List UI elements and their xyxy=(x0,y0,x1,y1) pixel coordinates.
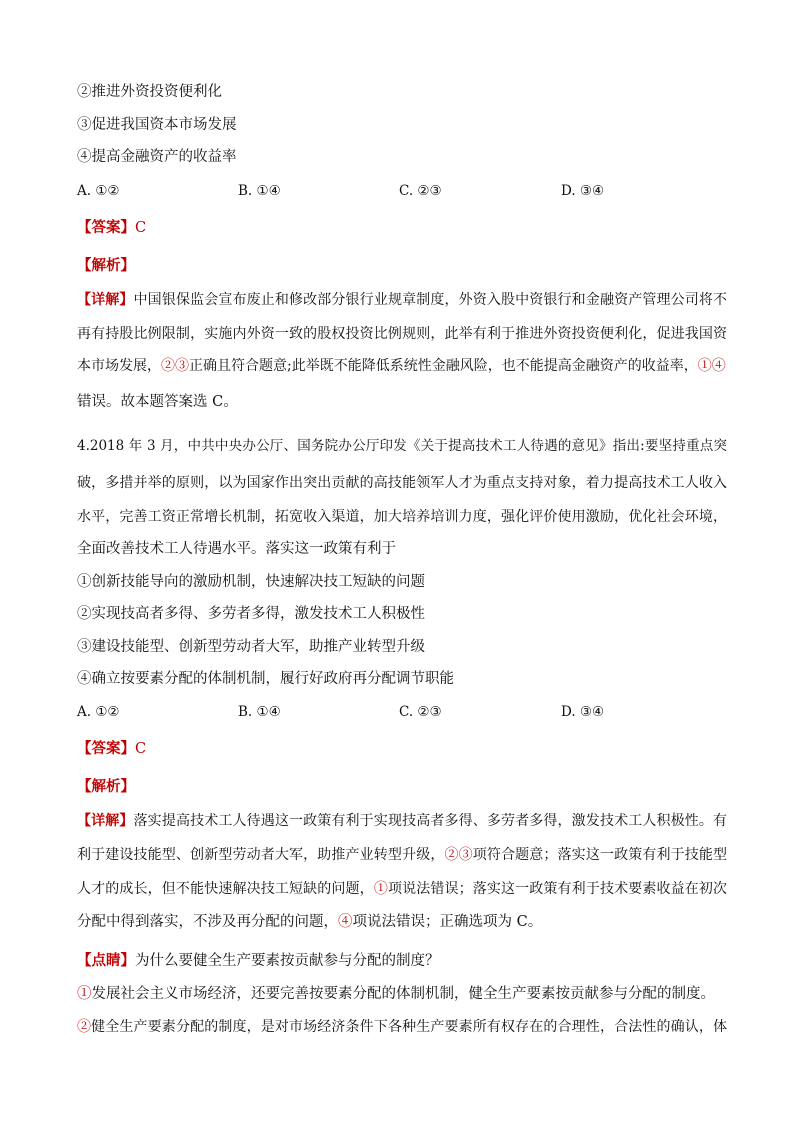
q4-detail-label: 【详解】 xyxy=(77,813,134,829)
q4-detail-text-1: 落实提高技术工人待遇这一政策有利于实现技高者多得、多劳者多得，激发技术工人积极性。有 xyxy=(133,813,728,829)
q4-point-line-1 xyxy=(77,984,727,1004)
q3-detail-text-3a: 本市场发展， xyxy=(77,358,161,374)
q3-analysis-text: 【解析】 xyxy=(77,257,135,274)
q3-detail-line-3 xyxy=(77,356,727,376)
q4-option-b: B. ①④ xyxy=(238,704,281,720)
q3-detail-mark-14: ①④ xyxy=(697,358,726,374)
q4-point-heading xyxy=(77,951,727,971)
q4-detail-text-3c: 项说法错误；落实这一政策有利于技术要素收益在初次 xyxy=(387,881,728,897)
q4-point-question: 为什么要健全生产要素按贡献参与分配的制度？ xyxy=(135,953,440,969)
q4-detail-text-4c: 项说法错误；正确选项为 C。 xyxy=(352,914,543,930)
q4-detail-mark-23: ②③ xyxy=(444,847,473,863)
q4-item-3: ③建设技能型、创新型劳动者大军，助推产业转型升级 xyxy=(77,639,425,655)
q3-answer-value: C xyxy=(135,220,147,236)
q3-analysis-label xyxy=(77,256,727,276)
q3-answer-label: 【答案】 xyxy=(77,219,135,236)
q4-item-4: ④确立按要素分配的体制机制，履行好政府再分配调节职能 xyxy=(77,671,454,687)
q3-detail-text-1: 中国银保监会宣布废止和修改部分银行业规章制度，外资入股中资银行和金融资产管理公司将不 xyxy=(133,292,728,308)
q4-stem-line-1: 4.2018 年 3 月，中共中央办公厅、国务院办公厅印发《关于提高技术工人待遇的意见》指出:要坚持重点突 xyxy=(77,438,727,454)
q3-answer xyxy=(77,218,727,238)
q4-point-text-1: 发展社会主义市场经济，还要完善按要素分配的体制机制，健全生产要素按贡献参与分配的制度。 xyxy=(91,986,715,1002)
q4-detail-mark-1: ① xyxy=(373,881,388,897)
q4-detail-text-2c: 项符合题意；落实这一政策有利于技能型 xyxy=(472,847,728,863)
q3-detail-line-4: 错误。故本题答案选 C。 xyxy=(77,394,238,410)
q4-point-text-2: 健全生产要素分配的制度，是对市场经济条件下各种生产要素所有权存在的合理性，合法性的确认，体 xyxy=(91,1019,728,1035)
q4-item-2: ②实现技高者多得、多劳者多得，激发技术工人积极性 xyxy=(77,606,425,622)
q3-detail-line-1 xyxy=(77,290,727,310)
q4-option-c: C. ②③ xyxy=(399,704,442,720)
q4-detail-text-2a: 利于建设技能型、创新型劳动者大军，助推产业转型升级， xyxy=(77,847,445,863)
q4-detail-text-3a: 人才的成长，但不能快速解决技工短缺的问题， xyxy=(77,881,374,897)
q4-stem-line-3: 水平，完善工资正常增长机制，拓宽收入渠道，加大培养培训力度，强化评价使用激励，优化社会环境， xyxy=(77,509,727,525)
q4-answer-value: C xyxy=(135,741,147,757)
q4-point-num-1: ① xyxy=(77,986,92,1002)
q4-detail-line-1 xyxy=(77,811,727,831)
q4-detail-mark-4: ④ xyxy=(338,914,353,930)
q4-options xyxy=(77,702,727,722)
q4-point-num-2: ② xyxy=(77,1019,92,1035)
q3-option-b: B. ①④ xyxy=(238,183,281,199)
q4-answer xyxy=(77,739,727,759)
q3-options xyxy=(77,181,727,201)
q4-point-label: 【点睛】 xyxy=(77,952,135,969)
q4-option-d: D. ③④ xyxy=(561,704,605,720)
q4-option-a: A. ①② xyxy=(77,704,120,720)
q4-detail-line-2 xyxy=(77,845,727,865)
q3-detail-line-2: 再有持股比例限制，实施内外资一致的股权投资比例规则，此举有利于推进外资投资便利化，促进我国资 xyxy=(77,326,727,342)
q3-detail-label: 【详解】 xyxy=(77,292,134,308)
q4-detail-line-4 xyxy=(77,912,727,932)
q4-point-line-2 xyxy=(77,1017,727,1037)
q4-detail-text-4a: 分配中得到落实，不涉及再分配的问题， xyxy=(77,914,338,930)
q3-option-d: D. ③④ xyxy=(561,183,605,199)
q4-analysis-text: 【解析】 xyxy=(77,778,135,795)
q3-option-c: C. ②③ xyxy=(399,183,442,199)
q4-stem-line-2: 破，多措并举的原则，以为国家作出突出贡献的高技能领军人才为重点支持对象，着力提高技术工人收入 xyxy=(77,475,727,491)
q3-item-4: ④提高金融资产的收益率 xyxy=(77,149,237,165)
q4-detail-line-3 xyxy=(77,879,727,899)
q4-answer-label: 【答案】 xyxy=(77,740,135,757)
q4-analysis-label xyxy=(77,777,727,797)
q3-detail-text-3b: 正确且符合题意;此举既不能降低系统性金融风险，也不能提高金融资产的收益率， xyxy=(189,358,698,374)
q3-option-a: A. ①② xyxy=(77,183,120,199)
q3-detail-mark-23: ②③ xyxy=(161,358,189,374)
q4-stem-line-4: 全面改善技术工人待遇水平。落实这一政策有利于 xyxy=(77,541,396,557)
q3-item-3: ③促进我国资本市场发展 xyxy=(77,117,237,133)
q4-item-1: ①创新技能导向的激励机制，快速解决技工短缺的问题 xyxy=(77,574,425,590)
q3-item-2: ②推进外资投资便利化 xyxy=(77,84,222,100)
